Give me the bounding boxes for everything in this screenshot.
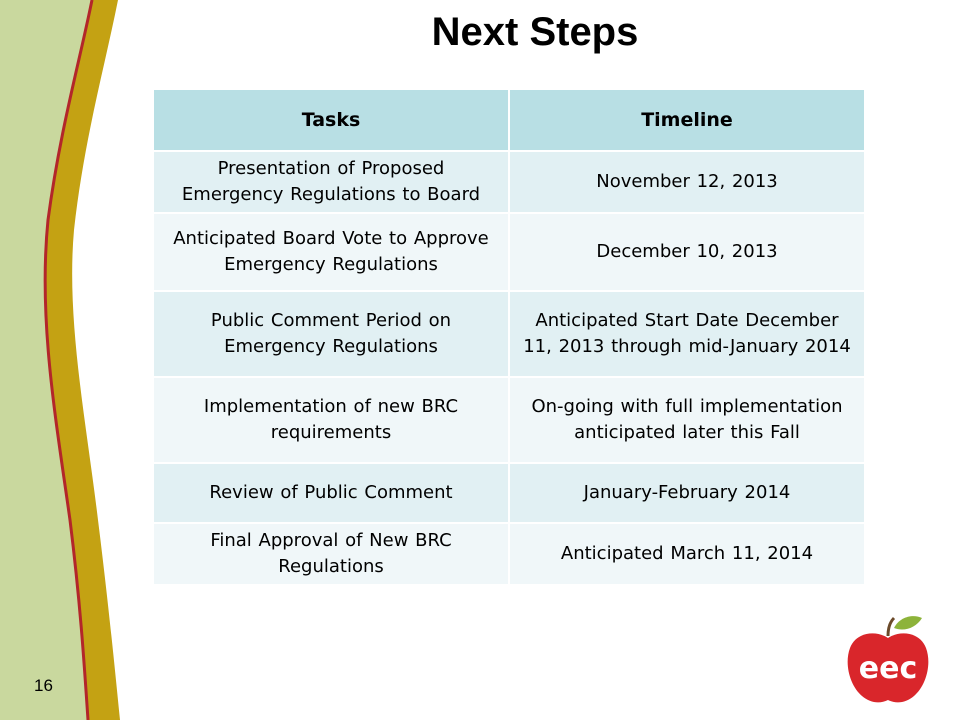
- next-steps-table: [152, 88, 866, 586]
- task-cell: Review of Public Comment: [153, 463, 509, 523]
- side-decoration: [0, 0, 160, 720]
- table-row: [153, 463, 865, 523]
- logo-text: eec: [858, 651, 918, 686]
- logo-stem: [888, 618, 894, 636]
- timeline-cell: Anticipated Start Date December 11, 2013 through mid-January 2014: [509, 291, 865, 377]
- task-cell: Anticipated Board Vote to Approve Emergency Regulations: [153, 213, 509, 291]
- logo-leaf: [894, 616, 922, 629]
- task-cell: Public Comment Period on Emergency Regulations: [153, 291, 509, 377]
- table-row: [153, 291, 865, 377]
- table-header-row: [153, 89, 865, 151]
- task-cell: Presentation of Proposed Emergency Regulations to Board: [153, 151, 509, 213]
- task-cell: Final Approval of New BRC Regulations: [153, 523, 509, 585]
- page-title: Next Steps: [431, 10, 639, 54]
- timeline-cell: January-February 2014: [509, 463, 865, 523]
- timeline-cell: November 12, 2013: [509, 151, 865, 213]
- header-timeline: Timeline: [509, 89, 865, 151]
- timeline-cell: December 10, 2013: [509, 213, 865, 291]
- table-row: [153, 377, 865, 463]
- slide-number: 16: [34, 676, 53, 695]
- table-row: [153, 523, 865, 585]
- timeline-cell: On-going with full implementation anticipated later this Fall: [509, 377, 865, 463]
- table-row: [153, 151, 865, 213]
- task-cell: Implementation of new BRC requirements: [153, 377, 509, 463]
- table-row: [153, 213, 865, 291]
- header-tasks: Tasks: [153, 89, 509, 151]
- timeline-cell: Anticipated March 11, 2014: [509, 523, 865, 585]
- eec-logo-icon: [842, 612, 934, 706]
